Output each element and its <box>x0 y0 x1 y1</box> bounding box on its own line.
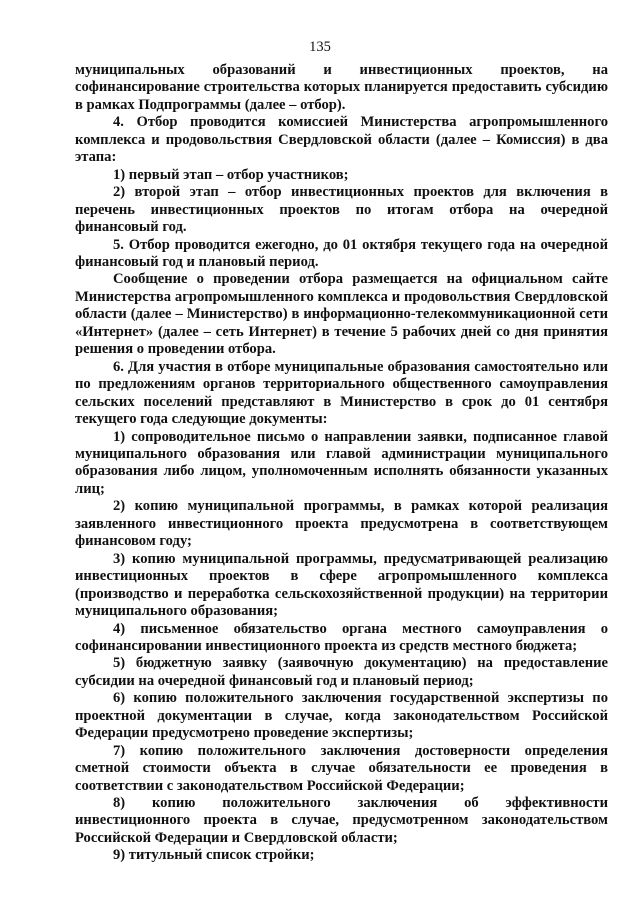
list-item: 3) копию муниципальной программы, предусматривающей реализацию инвестиционных проектов в сфере агропромышленного комплекса (производство и переработка сельскохозяйственной продукции) на территории муниципального образования; <box>75 550 608 620</box>
list-item: 2) второй этап – отбор инвестиционных проектов для включения в перечень инвестиционных проектов по итогам отбора на очередной финансовый год. <box>75 184 608 236</box>
document-body <box>75 62 608 865</box>
list-item: 4) письменное обязательство органа местного самоуправления о софинансировании инвестиционного проекта из средств местного бюджета; <box>75 620 608 654</box>
paragraph: 4. Отбор проводится комиссией Министерства агропромышленного комплекса и продовольствия Свердловской области (далее – Комиссия) в два этапа: <box>75 114 608 166</box>
paragraph: 6. Для участия в отборе муниципальные образования самостоятельно или по предложениям органов территориального общественного самоуправления сельских поселений представляют в Министерство в срок до 01 сентября текущего года следующие документы: <box>75 358 608 428</box>
list-item: 1) сопроводительное письмо о направлении заявки, подписанное главой муниципального образования или главой администрации муниципального образования либо лицом, уполномоченным исполнять обязанности указанных лиц; <box>75 428 608 497</box>
list-item: 9) титульный список стройки; <box>113 847 315 864</box>
list-item: 8) копию положительного заключения об эффективности инвестиционного проекта в случае, предусмотренном законодательством Российской Федерации и Свердловской области; <box>75 795 608 846</box>
list-item: 7) копию положительного заключения достоверности определения сметной стоимости объекта в случае обязательности ее проведения в соответствии с законодательством Российской Федерации; <box>75 742 608 794</box>
list-item: 6) копию положительного заключения государственной экспертизы по проектной документации в случае, когда законодательством Российской Федерации предусмотрено проведение экспертизы; <box>75 690 608 742</box>
paragraph: 5. Отбор проводится ежегодно, до 01 октября текущего года на очередной финансовый год и плановый период. <box>75 236 608 270</box>
paragraph: муниципальных образований и инвестиционных проектов, на софинансирование строительства которых планируется предоставить субсидию в рамках Подпрограммы (далее – отбор). <box>75 62 608 113</box>
paragraph: Сообщение о проведении отбора размещается на официальном сайте Министерства агропромышленного комплекса и продовольствия Свердловской области (далее – Министерство) в информационно-телекоммуникационной сети «Интернет» (далее – сеть Интернет) в течение 5 рабочих дней со дня принятия решения о проведении отбора. <box>75 271 608 358</box>
page-number: 135 <box>309 39 331 55</box>
list-item: 5) бюджетную заявку (заявочную документацию) на предоставление субсидии на очередной финансовый год и плановый период; <box>75 655 608 689</box>
list-item: 2) копию муниципальной программы, в рамках которой реализация заявленного инвестиционного проекта предусмотрена в соответствующем финансовом году; <box>75 498 608 550</box>
list-item: 1) первый этап – отбор участников; <box>113 166 349 183</box>
